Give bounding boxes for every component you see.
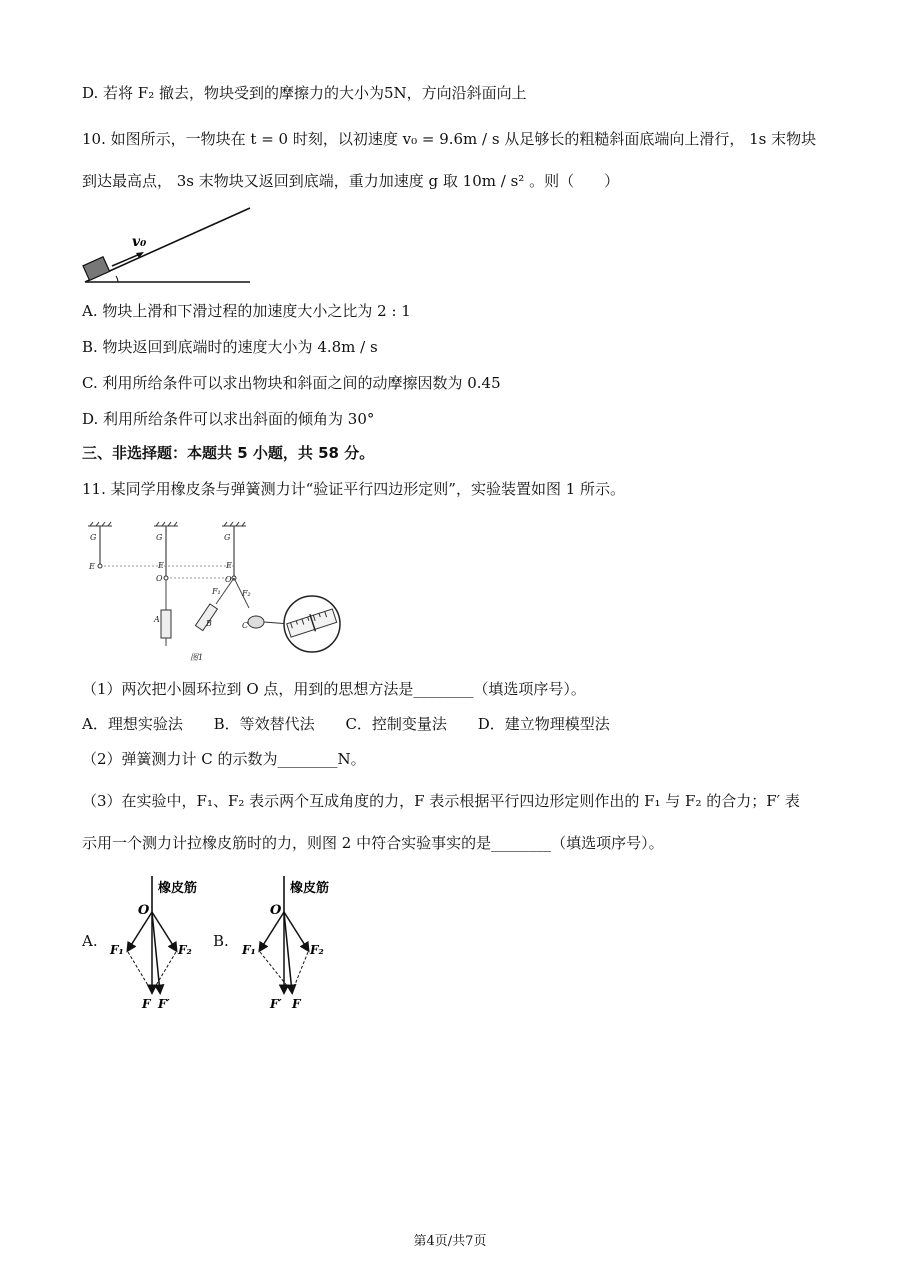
q11-stem: 11. 某同学用橡皮条与弹簧测力计“验证平行四边形定则”，实验装置如图 1 所示。 xyxy=(82,480,626,498)
fig1-label-f2: F₂ xyxy=(242,589,251,598)
q10-option-c: C. 利用所给条件可以求出物块和斜面之间的动摩擦因数为 0.45 xyxy=(82,374,501,392)
fig2a-rubber-label: 橡皮筋 xyxy=(158,881,198,896)
q11-option-c: C．控制变量法 xyxy=(345,715,447,733)
fig1-caption: 图1 xyxy=(190,653,204,662)
fig2b-fprime-label: F′ xyxy=(270,997,282,1011)
fig2-option-a-label: A. xyxy=(82,932,98,950)
fig1-label-g2: G xyxy=(156,533,163,542)
q10-option-b: B. 物块返回到底端时的速度大小为 4.8m / s xyxy=(82,338,378,356)
q10-option-d: D. 利用所给条件可以求出斜面的倾角为 30° xyxy=(82,410,375,428)
q11-part3-line2: 示用一个测力计拉橡皮筋时的力，则图 2 中符合实验事实的是________（填选项序号）。 xyxy=(82,834,664,852)
fig1-label-c: C xyxy=(242,621,249,630)
fig1-label-g1: G xyxy=(90,533,97,542)
q11-part2: （2）弹簧测力计 C 的示数为________N。 xyxy=(82,750,366,768)
q9-option-d: D. 若将 F₂ 撤去，物块受到的摩擦力的大小为5N，方向沿斜面向上 xyxy=(82,84,527,102)
fig2-option-b-label: B. xyxy=(213,932,229,950)
fig2a-o-label: O xyxy=(138,903,150,918)
fig2a-f2-label: F₂ xyxy=(178,943,192,957)
section3-title: 三、非选择题：本题共 5 小题，共 58 分。 xyxy=(82,444,375,462)
q11-part1-options xyxy=(82,713,636,735)
fig2-option-b-diagram xyxy=(232,872,342,1017)
q10-option-a: A. 物块上滑和下滑过程的加速度大小之比为 2 : 1 xyxy=(82,302,411,320)
v0-label: v₀ xyxy=(132,234,147,250)
fig2b-rubber-label: 橡皮筋 xyxy=(290,881,330,896)
fig1-label-b: B xyxy=(206,619,212,628)
fig2a-f1-label: F₁ xyxy=(110,943,124,957)
q11-option-a: A．理想实验法 xyxy=(82,715,183,733)
fig1-label-f1: F₁ xyxy=(212,587,221,596)
fig1-label-o2: O xyxy=(225,575,232,584)
fig2b-o-label: O xyxy=(270,903,282,918)
fig1-label-a: A xyxy=(154,615,160,624)
fig1-label-e1: E xyxy=(89,562,95,571)
fig1-label-o1: O xyxy=(156,574,163,583)
fig2a-fprime-label: F′ xyxy=(158,997,170,1011)
fig2b-f-label: F xyxy=(292,997,301,1011)
q11-option-b: B．等效替代法 xyxy=(213,715,315,733)
fig1-label-g3: G xyxy=(224,533,231,542)
q11-part1: （1）两次把小圆环拉到 O 点，用到的思想方法是________（填选项序号）。 xyxy=(82,680,586,698)
fig2b-f2-label: F₂ xyxy=(310,943,324,957)
q10-stem-line2: 到达最高点， 3s 末物块又返回到底端，重力加速度 g 取 10m / s² 。则（ ） xyxy=(82,172,620,190)
q11-part3-line1: （3）在实验中，F₁、F₂ 表示两个互成角度的力，F 表示根据平行四边形定则作出的 F₁ 与 F₂ 的合力；F′ 表 xyxy=(82,792,800,810)
q10-stem-line1: 10. 如图所示，一物块在 t = 0 时刻，以初速度 v₀ = 9.6m / s 从足够长的粗糙斜面底端向上滑行， 1s 末物块 xyxy=(82,130,817,148)
q11-option-d: D．建立物理模型法 xyxy=(477,715,610,733)
fig2b-f1-label: F₁ xyxy=(242,943,256,957)
experiment-figure-1 xyxy=(84,518,354,668)
fig1-label-e3: E xyxy=(226,561,232,570)
fig2-option-a-diagram xyxy=(100,872,210,1017)
incline-figure xyxy=(80,200,260,290)
fig1-label-e2: E xyxy=(158,561,164,570)
fig2a-f-label: F xyxy=(142,997,151,1011)
page-footer: 第4页/共7页 xyxy=(413,1234,487,1249)
